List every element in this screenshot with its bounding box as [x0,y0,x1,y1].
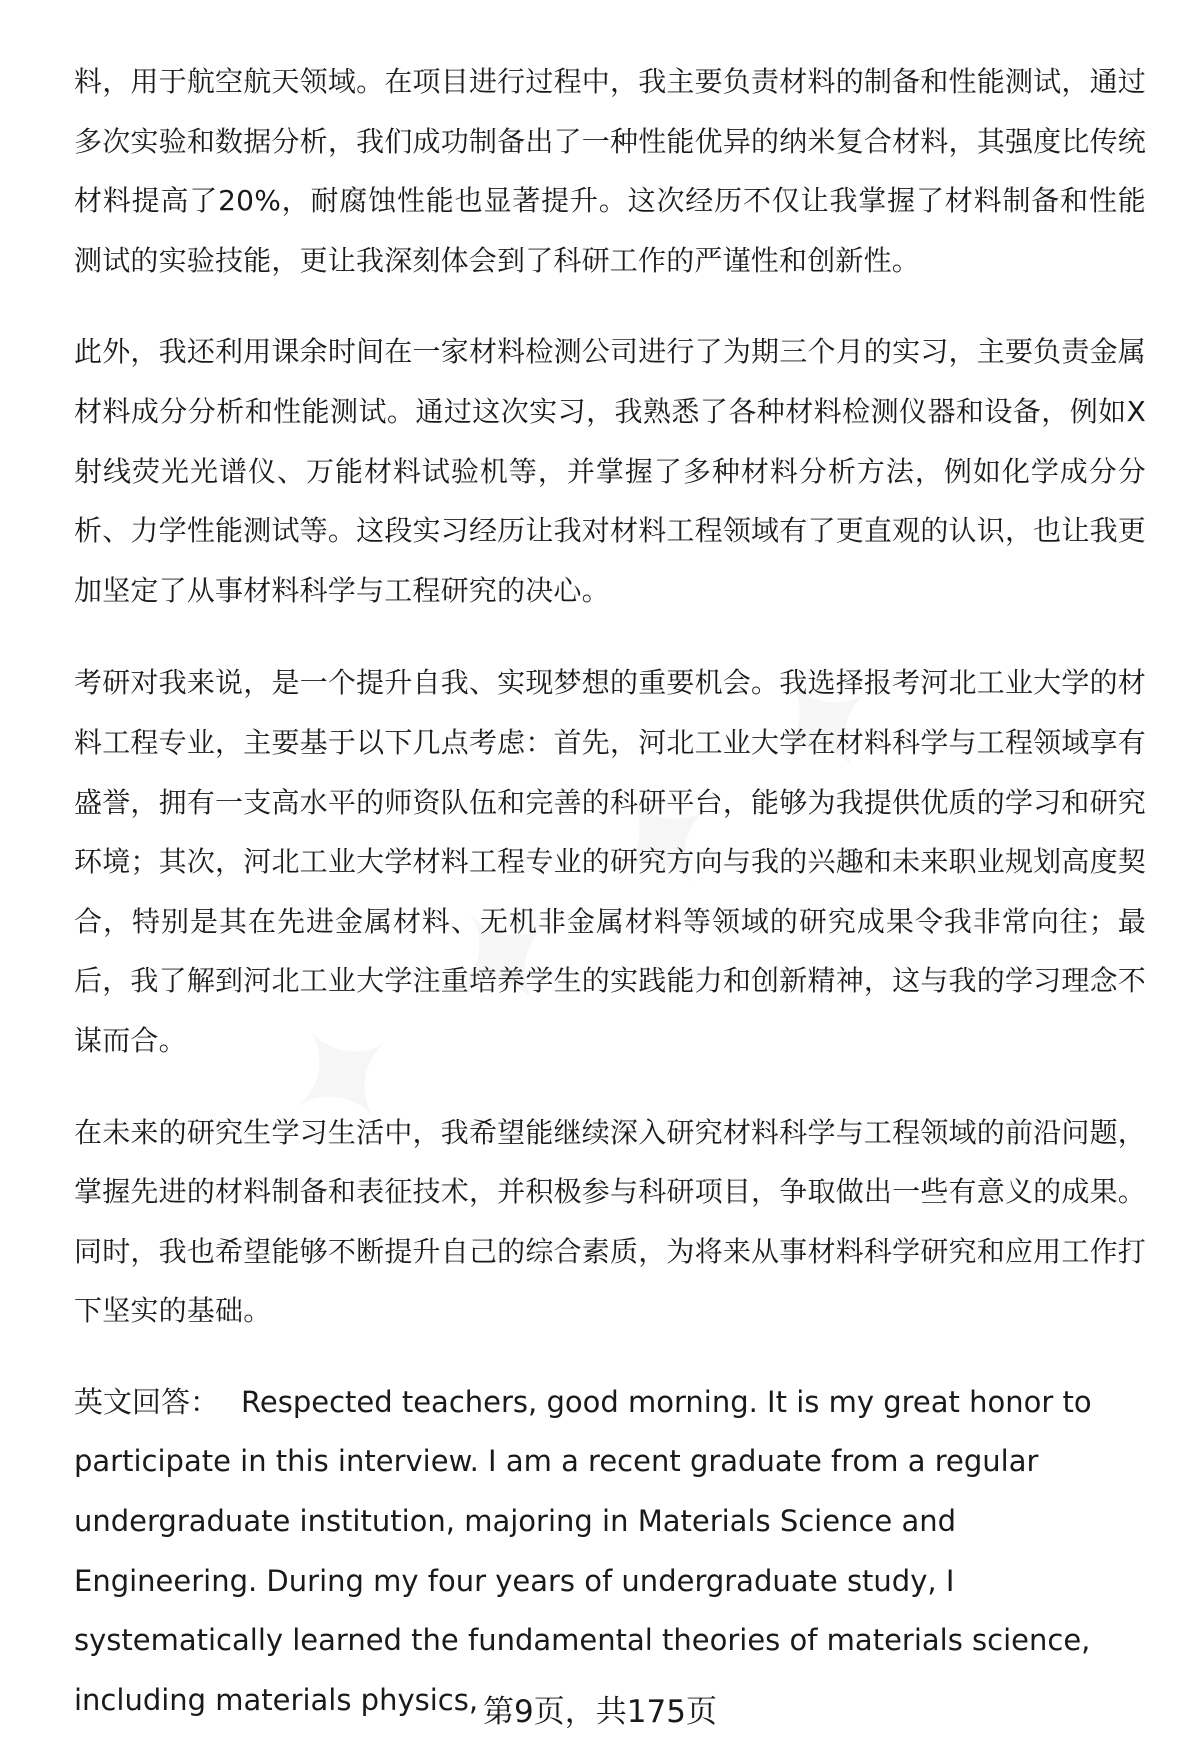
paragraph-future-plan: 在未来的研究生学习生活中，我希望能继续深入研究材料科学与工程领域的前沿问题，掌握先进的材料制备和表征技术，并积极参与科研项目，争取做出一些有意义的成果。同时，我也希望能够不断提升自己的综合素质，为将来从事材料科学研究和应用工作打下坚实的基础。 [74,1115,1146,1328]
page-number: 第9页，共175页 [483,1694,717,1730]
paragraph-english-answer [74,1373,1146,1731]
english-answer-label: 英文回答： [74,1384,220,1419]
paragraph-exam-motivation: 考研对我来说，是一个提升自我、实现梦想的重要机会。我选择报考河北工业大学的材料工程专业，主要基于以下几点考虑：首先，河北工业大学在材料科学与工程领域享有盛誉，拥有一支高水平的师资队伍和完善的科研平台，能够为我提供优质的学习和研究环境；其次，河北工业大学材料工程专业的研究方向与我的兴趣和未来职业规划高度契合，特别是其在先进金属材料、无机非金属材料等领域的研究成果令我非常向往；最后，我了解到河北工业大学注重培养学生的实践能力和创新精神，这与我的学习理念不谋而合。 [74,666,1146,1057]
paragraph-research-project: 料，用于航空航天领域。在项目进行过程中，我主要负责材料的制备和性能测试，通过多次实验和数据分析，我们成功制备出了一种性能优异的纳米复合材料，其强度比传统材料提高了20%，耐腐蚀性能也显著提升。这次经历不仅让我掌握了材料制备和性能测试的实验技能，更让我深刻体会到了科研工作的严谨性和创新性。 [74,65,1146,277]
paragraph-internship: 此外，我还利用课余时间在一家材料检测公司进行了为期三个月的实习，主要负责金属材料成分分析和性能测试。通过这次实习，我熟悉了各种材料检测仪器和设备，例如X射线荧光光谱仪、万能材料试验机等，并掌握了多种材料分析方法，例如化学成分分析、力学性能测试等。这段实习经历让我对材料工程领域有了更直观的认识，也让我更加坚定了从事材料科学与工程研究的决心。 [74,335,1146,607]
english-answer-text: Respected teachers, good morning. It is my great honor to participate in this interview. I am a recent graduate from a regular undergraduate institution, majoring in Materials Science and Engineering. During my four years of undergraduate study, I systematically learned the fundamental theories of materials science, including materials physics, [74,1384,1092,1717]
document-body [74,52,1146,1730]
